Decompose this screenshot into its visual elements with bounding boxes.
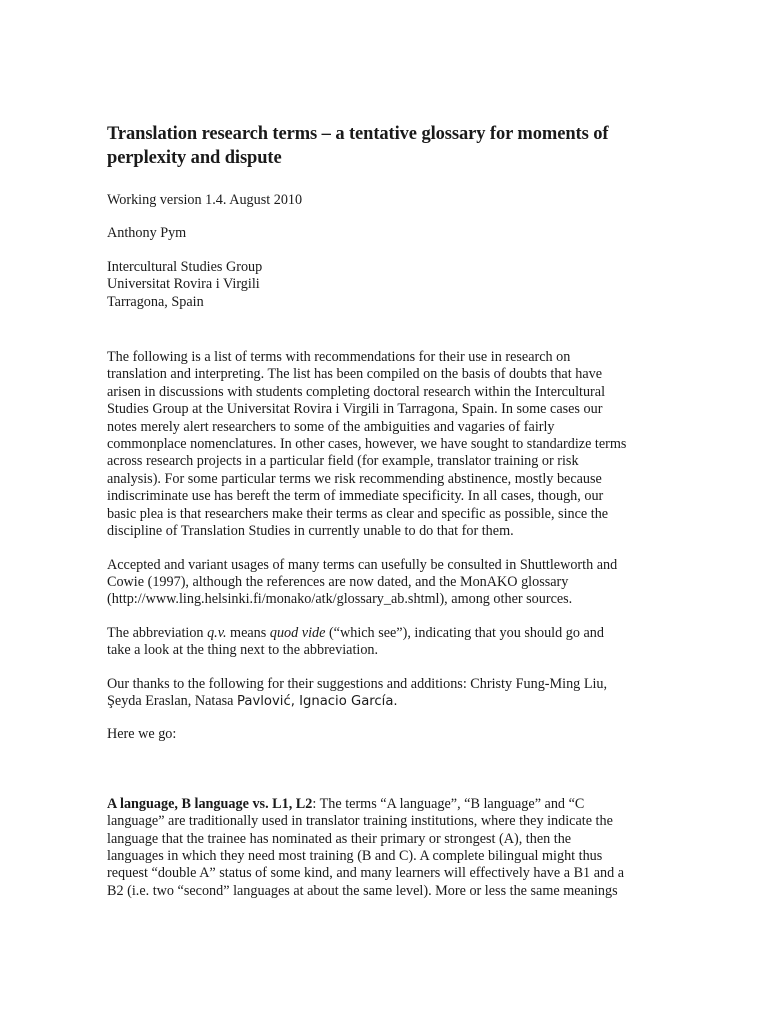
- affiliation-line: Universitat Rovira i Virgili: [107, 276, 260, 293]
- intro-paragraph: [107, 349, 655, 540]
- abbreviation-line: [107, 625, 655, 642]
- intro-line: arisen in discussions with students completing doctoral research within the Intercultural: [107, 383, 606, 400]
- author-name: Anthony Pym: [107, 225, 187, 242]
- thanks-names-sans: Pavlović, Ignacio García.: [237, 693, 398, 709]
- entry-line: language” are traditionally used in translator training institutions, where they indicate the: [107, 813, 613, 830]
- version-line: Working version 1.4. August 2010: [107, 192, 303, 208]
- abbreviation-paragraph: [107, 625, 655, 660]
- here-we-go-line: Here we go:: [107, 726, 177, 743]
- intro-line: Studies Group at the Universitat Rovira i Virgili in Tarragona, Spain. In some cases our: [107, 401, 603, 418]
- entry-line: [107, 796, 655, 813]
- affiliation-line: Tarragona, Spain: [107, 293, 204, 310]
- entry-line: languages in which they need most training (B and C). A complete bilingual might thus: [107, 847, 603, 864]
- usage-line: (http://www.ling.helsinki.fi/monako/atk/glossary_ab.shtml), among other sources.: [107, 591, 573, 608]
- abbrev-quod-vide: quod vide: [269, 624, 326, 641]
- intro-line: analysis). For some particular terms we risk recommending abstinence, mostly because: [107, 470, 602, 487]
- thanks-paragraph: [107, 676, 655, 711]
- usage-line: Cowie (1997), although the references are now dated, and the MonAKO glossary: [107, 573, 569, 590]
- title-line: perplexity and dispute: [107, 148, 282, 168]
- abbrev-text: (“which see”), indicating that you should go and: [325, 624, 604, 641]
- document-title: [107, 122, 655, 170]
- glossary-entry: [107, 796, 655, 900]
- entry-line: request “double A” status of some kind, and many learners will effectively have a B1 and a: [107, 865, 625, 882]
- intro-line: discipline of Translation Studies in currently unable to do that for them.: [107, 523, 514, 540]
- thanks-names: Şeyda Eraslan, Natasa: [107, 692, 238, 709]
- section-gap: [107, 780, 655, 796]
- thanks-line: [107, 693, 655, 710]
- intro-line: basic plea is that researchers make their terms as clear and specific as possible, since the: [107, 505, 609, 522]
- abbrev-text: means: [226, 624, 270, 641]
- usage-line: Accepted and variant usages of many terms can usefully be consulted in Shuttleworth and: [107, 556, 618, 573]
- abbrev-qv: q.v.: [207, 624, 227, 641]
- usage-paragraph: [107, 557, 655, 609]
- intro-line: commonplace nomenclatures. In other cases, however, we have sought to standardize terms: [107, 436, 627, 453]
- intro-line: translation and interpreting. The list has been compiled on the basis of doubts that have: [107, 366, 603, 383]
- affiliation-block: [107, 259, 655, 311]
- entry-text: : The terms “A language”, “B language” and “C: [312, 795, 585, 812]
- entry-term: A language, B language vs. L1, L2: [107, 795, 313, 812]
- thanks-line: Our thanks to the following for their suggestions and additions: Christy Fung-Ming Liu,: [107, 675, 608, 692]
- entry-line: B2 (i.e. two “second” languages at about the same level). More or less the same meanings: [107, 882, 618, 899]
- abbrev-text: The abbreviation: [107, 624, 208, 641]
- title-line: Translation research terms – a tentative glossary for moments of: [107, 124, 609, 144]
- section-gap: [107, 744, 655, 780]
- abbreviation-line: take a look at the thing next to the abbreviation.: [107, 642, 379, 659]
- intro-line: The following is a list of terms with recommendations for their use in research on: [107, 349, 571, 366]
- document-page: [107, 122, 655, 900]
- entry-line: language that the trainee has nominated as their primary or strongest (A), then the: [107, 830, 572, 847]
- affiliation-line: Intercultural Studies Group: [107, 258, 263, 275]
- intro-line: indiscriminate use has bereft the term of immediate specificity. In all cases, though, our: [107, 488, 604, 505]
- intro-line: across research projects in a particular field (for example, translator training or risk: [107, 453, 579, 470]
- intro-line: notes merely alert researchers to some of the ambiguities and vagaries of fairly: [107, 418, 555, 435]
